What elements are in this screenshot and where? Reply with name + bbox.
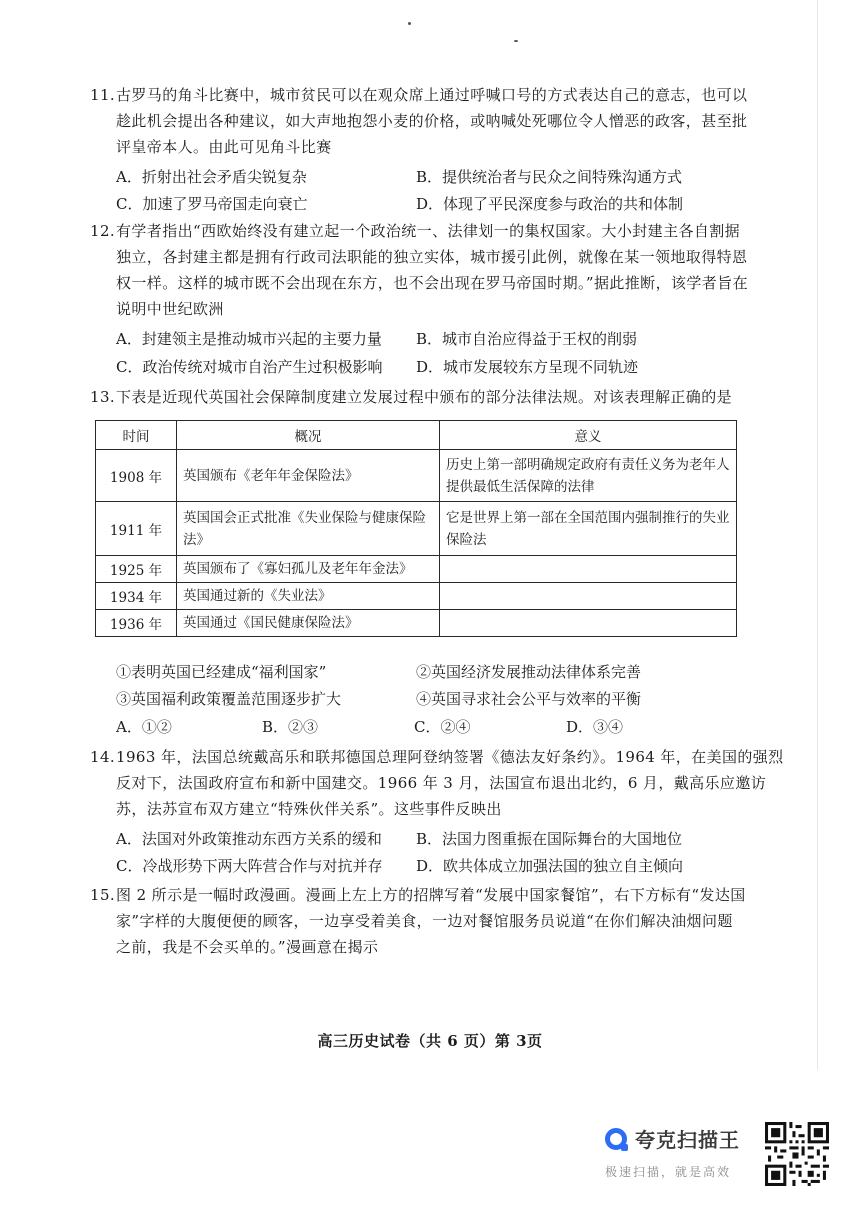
table-cell-year: 1936 年 bbox=[96, 610, 177, 637]
table-header-time: 时间 bbox=[96, 421, 177, 450]
option-a: A．法国对外政策推动东西方关系的缓和 bbox=[116, 830, 382, 848]
question-number: 14. bbox=[90, 748, 116, 766]
question-stem-line: 独立，各封建主都是拥有行政司法职能的独立实体，城市援引此例，就像在某一领地取得特恩 bbox=[116, 248, 748, 266]
table-row bbox=[96, 450, 737, 502]
question-number: 13. bbox=[90, 388, 116, 406]
question-stem-line: 说明中世纪欧洲 bbox=[116, 300, 224, 318]
table-cell-year: 1908 年 bbox=[96, 450, 177, 502]
option-a: A．折射出社会矛盾尖锐复杂 bbox=[116, 168, 307, 186]
option-b: B．提供统治者与民众之间特殊沟通方式 bbox=[416, 168, 683, 186]
table-cell-meaning: 它是世界上第一部在全国范围内强制推行的失业保险法 bbox=[440, 502, 737, 556]
statement-3: ③英国福利政策覆盖范围逐步扩大 bbox=[116, 690, 342, 708]
scan-speck bbox=[514, 40, 518, 42]
question-15 bbox=[90, 882, 760, 960]
table-cell-overview: 英国颁布了《寡妇孤儿及老年年金法》 bbox=[177, 556, 440, 583]
option-a: A．封建领主是推动城市兴起的主要力量 bbox=[116, 330, 382, 348]
option-c: C．政治传统对城市自治产生过积极影响 bbox=[116, 358, 383, 376]
table-row bbox=[96, 610, 737, 637]
option-a: A．①② bbox=[116, 718, 172, 736]
table-cell-meaning bbox=[440, 610, 737, 637]
table-cell-year: 1911 年 bbox=[96, 502, 177, 556]
table-cell-overview: 英国通过新的《失业法》 bbox=[177, 583, 440, 610]
question-11 bbox=[90, 82, 760, 160]
qr-code-icon bbox=[765, 1122, 829, 1186]
scanner-watermark bbox=[605, 1124, 755, 1180]
question-stem-line: 下表是近现代英国社会保障制度建立发展过程中颁布的部分法律法规。对该表理解正确的是 bbox=[116, 388, 733, 406]
statement-2: ②英国经济发展推动法律体系完善 bbox=[416, 663, 642, 681]
table-row bbox=[96, 502, 737, 556]
table-cell-year: 1934 年 bbox=[96, 583, 177, 610]
question-stem-line: 苏，法苏宣布双方建立“特殊伙伴关系”。这些事件反映出 bbox=[116, 800, 502, 818]
question-number: 15. bbox=[90, 886, 116, 904]
scan-edge-line bbox=[817, 0, 818, 1070]
question-number: 12. bbox=[90, 222, 116, 240]
table-cell-meaning bbox=[440, 556, 737, 583]
question-13 bbox=[90, 384, 760, 410]
question-stem-line: 有学者指出“西欧始终没有建立起一个政治统一、法律划一的集权国家。大小封建主各自割据 bbox=[116, 222, 741, 240]
option-b: B．城市自治应得益于王权的削弱 bbox=[416, 330, 638, 348]
table-header-meaning: 意义 bbox=[440, 421, 737, 450]
question-stem-line: 反对下，法国政府宣布和新中国建交。1966 年 3 月，法国宣布退出北约，6 月，戴高乐应邀访 bbox=[116, 774, 767, 792]
table-header-overview: 概况 bbox=[177, 421, 440, 450]
question-stem-line: 古罗马的角斗比赛中，城市贫民可以在观众席上通过呼喊口号的方式表达自己的意志，也可以 bbox=[116, 86, 748, 104]
table-cell-overview: 英国颁布《老年年金保险法》 bbox=[177, 450, 440, 502]
table-cell-overview: 英国通过《国民健康保险法》 bbox=[177, 610, 440, 637]
page-footer: 高三历史试卷（共 6 页）第 3页 bbox=[317, 1032, 543, 1050]
question-stem-line: 图 2 所示是一幅时政漫画。漫画上左上方的招牌写着“发展中国家餐馆”，右下方标有“发达国 bbox=[116, 886, 746, 904]
table-row bbox=[96, 583, 737, 610]
statement-1: ①表明英国已经建成“福利国家” bbox=[116, 663, 327, 681]
question-stem-line: 趁此机会提出各种建议，如大声地抱怨小麦的价格，或呐喊处死哪位令人憎恶的政客，甚至批 bbox=[116, 112, 748, 130]
scanner-brand bbox=[605, 1124, 755, 1153]
table-cell-overview: 英国国会正式批准《失业保险与健康保险法》 bbox=[177, 502, 440, 556]
table-cell-year: 1925 年 bbox=[96, 556, 177, 583]
question-14 bbox=[90, 744, 784, 822]
question-12 bbox=[90, 218, 760, 322]
law-table bbox=[95, 420, 737, 637]
table-cell-meaning: 历史上第一部明确规定政府有责任义务为老年人提供最低生活保障的法律 bbox=[440, 450, 737, 502]
option-d: D．欧共体成立加强法国的独立自主倾向 bbox=[416, 857, 684, 875]
option-d: D．城市发展较东方呈现不同轨迹 bbox=[416, 358, 639, 376]
scan-speck bbox=[408, 22, 411, 25]
statement-4: ④英国寻求社会公平与效率的平衡 bbox=[416, 690, 642, 708]
scanner-slogan: 极速扫描，就是高效 bbox=[605, 1165, 732, 1179]
option-c: C．加速了罗马帝国走向衰亡 bbox=[116, 195, 308, 213]
table-cell-meaning bbox=[440, 583, 737, 610]
option-c: C．冷战形势下两大阵营合作与对抗并存 bbox=[116, 857, 383, 875]
option-c: C．②④ bbox=[414, 718, 471, 736]
table-row bbox=[96, 556, 737, 583]
table-header-row bbox=[96, 421, 737, 450]
option-b: B．法国力图重振在国际舞台的大国地位 bbox=[416, 830, 683, 848]
scanner-brand-name: 夸克扫描王 bbox=[635, 1128, 740, 1152]
question-stem-line: 之前，我是不会买单的。”漫画意在揭示 bbox=[116, 938, 379, 956]
quark-logo-icon bbox=[605, 1128, 627, 1150]
question-stem-line: 1963 年，法国总统戴高乐和联邦德国总理阿登纳签署《德法友好条约》。1964 年，在美国的强烈 bbox=[116, 748, 784, 766]
question-number: 11. bbox=[90, 86, 116, 104]
option-d: D．体现了平民深度参与政治的共和体制 bbox=[416, 195, 684, 213]
option-d: D．③④ bbox=[566, 718, 624, 736]
option-b: B．②③ bbox=[262, 718, 319, 736]
question-stem-line: 权一样。这样的城市既不会出现在东方，也不会出现在罗马帝国时期。”据此推断，该学者旨在 bbox=[116, 274, 748, 292]
question-stem-line: 家”字样的大腹便便的顾客，一边享受着美食，一边对餐馆服务员说道“在你们解决油烟问题 bbox=[116, 912, 733, 930]
question-stem-line: 评皇帝本人。由此可见角斗比赛 bbox=[116, 138, 332, 156]
